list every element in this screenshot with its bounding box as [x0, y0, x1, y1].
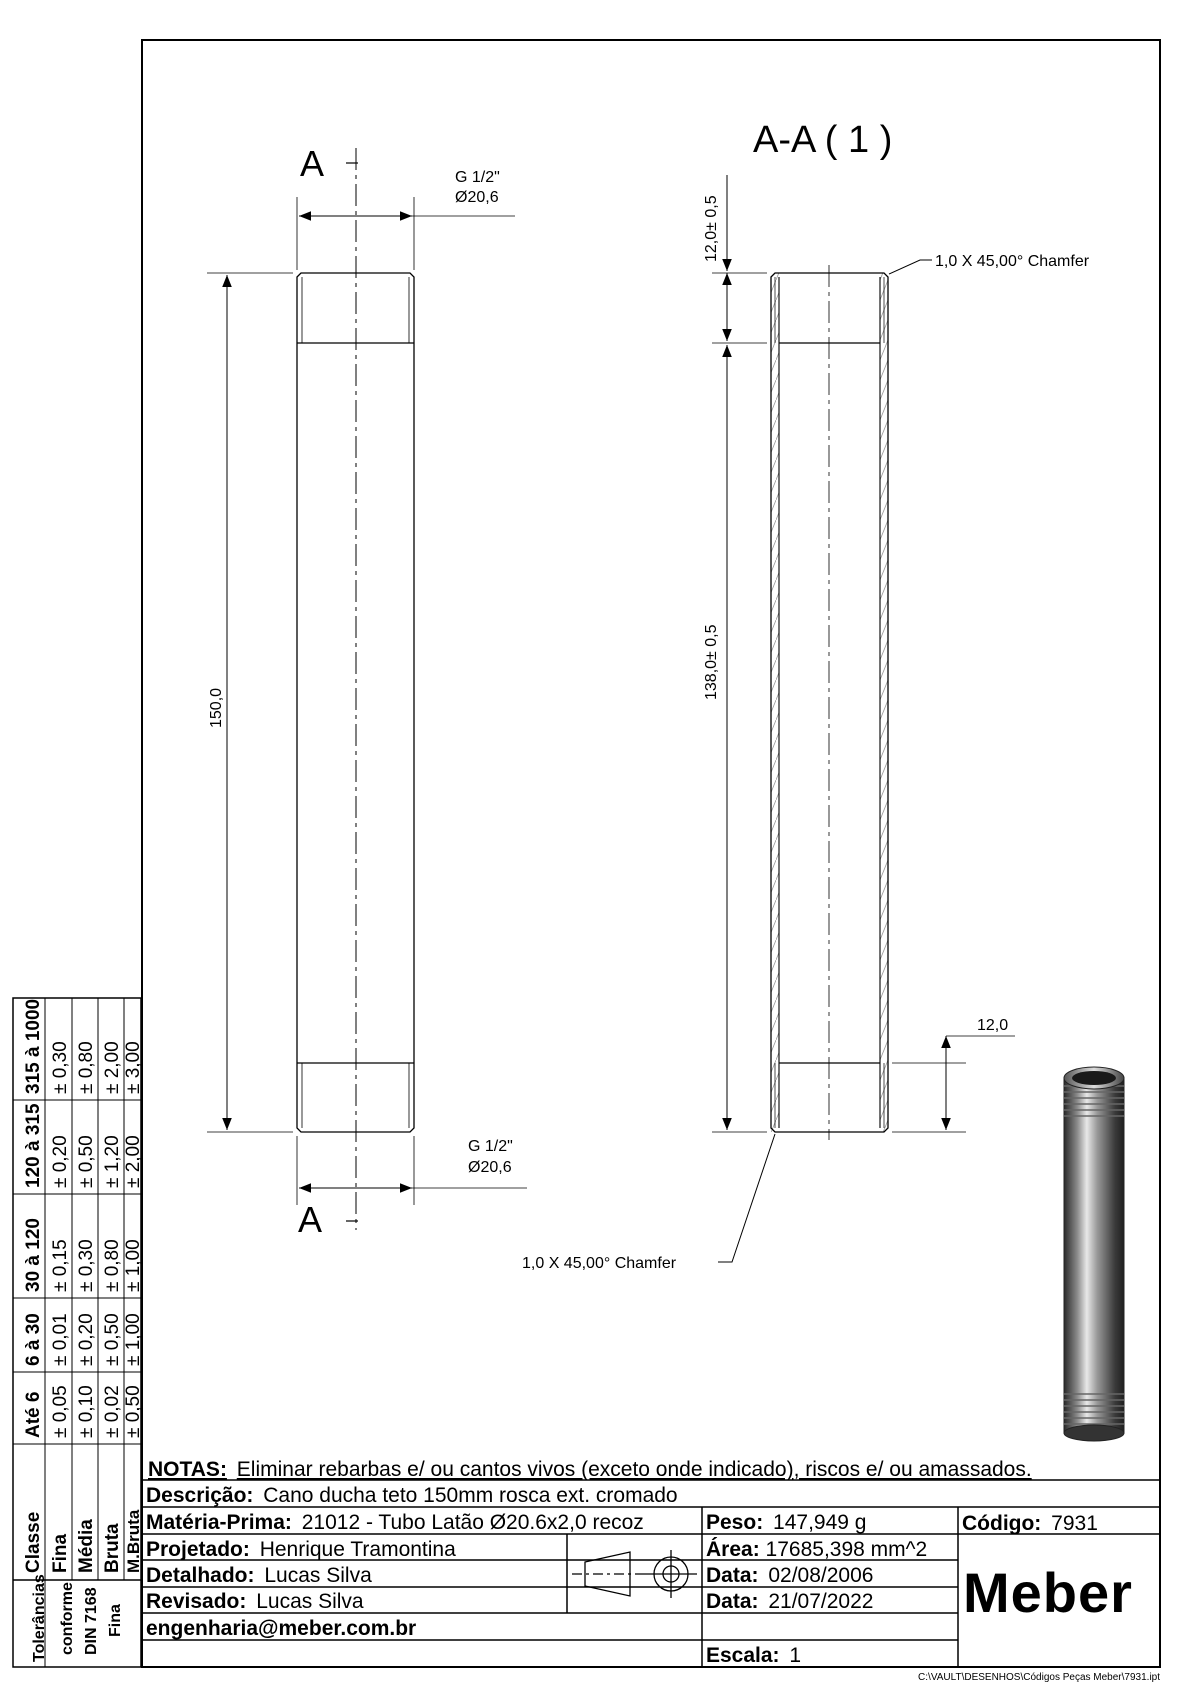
- scale-value: 1: [789, 1644, 802, 1667]
- svg-text:Projetado: Henrique Tram: [146, 1538, 456, 1561]
- top-thread-length-label: 12,0± 0,5: [703, 195, 720, 262]
- bottom-thread-length-label: 12,0: [977, 1017, 1009, 1034]
- thread-label-top: G 1/2": [455, 169, 500, 186]
- section-view: [522, 119, 1090, 1272]
- section-marker-bottom: A: [298, 1199, 323, 1240]
- range-label-4: 315 à 1000: [23, 998, 44, 1094]
- tolerance-caption-3: DIN 7168: [83, 1587, 100, 1655]
- svg-text:Código: 7931: [962, 1512, 1098, 1535]
- tolerance-caption-1: Tolerâncias: [31, 1574, 48, 1662]
- code-value: 7931: [1051, 1512, 1098, 1535]
- notes-text: Eliminar rebarbas e/ ou cantos vivos (exceto onde indicado), riscos e/ ou amassados.: [236, 1458, 1032, 1481]
- range-label-0: Até 6: [23, 1391, 44, 1438]
- tol-value: ± 2,00: [102, 1041, 123, 1094]
- date1-label: Data:: [706, 1564, 759, 1587]
- range-label-3: 120 à 315: [23, 1103, 44, 1188]
- class-header: Classe: [23, 1511, 44, 1573]
- scale-label: Escala:: [706, 1644, 780, 1667]
- detailed-value: Lucas Silva: [264, 1564, 372, 1587]
- svg-text:Revisado: Lucas Silva: [146, 1590, 364, 1613]
- diameter-label-bottom: Ø20,6: [468, 1159, 512, 1176]
- area-label: Área:: [706, 1538, 760, 1561]
- svg-text:Detalhado: Lucas Silva: [146, 1564, 372, 1587]
- area-value: 17685,398 mm^2: [765, 1538, 928, 1561]
- class-bruta: Bruta: [102, 1523, 123, 1573]
- overall-length-label: 150,0: [208, 687, 225, 728]
- material-label: Matéria-Prima:: [146, 1511, 292, 1534]
- tolerance-caption-2: conforme: [59, 1582, 76, 1655]
- meber-logo: Meber: [963, 1561, 1133, 1624]
- notes-label: NOTAS:: [148, 1458, 227, 1481]
- detailed-label: Detalhado:: [146, 1564, 255, 1587]
- date2-label: Data:: [706, 1590, 759, 1613]
- section-title: A-A ( 1 ): [753, 119, 893, 161]
- description-value: Cano ducha teto 150mm rosca ext. cromado: [263, 1484, 678, 1507]
- chamfer-label-top: 1,0 X 45,00° Chamfer: [935, 253, 1090, 270]
- svg-text:Data: 02/08/2006: [706, 1564, 873, 1587]
- description-label: Descrição:: [146, 1484, 254, 1507]
- tol-value: ± 3,00: [123, 1041, 144, 1094]
- svg-text:Matéria-Prima: 21012 - T: [146, 1511, 644, 1534]
- range-label-1: 6 à 30: [23, 1313, 44, 1366]
- exterior-view: [207, 143, 527, 1240]
- tol-value: ± 0,80: [76, 1041, 97, 1094]
- tol-value: ± 0,80: [102, 1239, 123, 1292]
- date2-value: 21/07/2022: [768, 1590, 874, 1613]
- svg-text:Descrição: Cano ducha te: [146, 1484, 678, 1507]
- email: engenharia@meber.com.br: [146, 1617, 417, 1640]
- body-length-label: 138,0± 0,5: [703, 624, 720, 700]
- date1-value: 02/08/2006: [768, 1564, 874, 1587]
- section-marker-top: A: [300, 143, 325, 184]
- svg-text:Área: 17685,398 mm^2: [706, 1538, 927, 1561]
- 3d-preview: [1064, 1067, 1124, 1441]
- tol-value: ± 0,05: [50, 1385, 71, 1438]
- tolerance-table: [13, 998, 144, 1667]
- tol-value: ± 1,00: [123, 1239, 144, 1292]
- diameter-label-top: Ø20,6: [455, 189, 499, 206]
- tol-value: ± 0,10: [76, 1385, 97, 1438]
- tol-value: ± 0,50: [123, 1385, 144, 1438]
- reviewed-label: Revisado:: [146, 1590, 247, 1613]
- svg-text:Peso: 147,949 g: [706, 1511, 866, 1534]
- designed-value: Henrique Tramontina: [259, 1538, 456, 1561]
- tolerance-caption-4: Fina: [107, 1604, 124, 1637]
- tol-value: ± 0,50: [76, 1135, 97, 1188]
- weight-value: 147,949 g: [773, 1511, 867, 1534]
- code-label: Código:: [962, 1512, 1042, 1535]
- tol-value: ± 2,00: [123, 1135, 144, 1188]
- tol-value: ± 0,50: [102, 1313, 123, 1366]
- svg-text:Data: 21/07/2022: [706, 1590, 873, 1613]
- chamfer-label-bottom: 1,0 X 45,00° Chamfer: [522, 1255, 677, 1272]
- class-mbruta: M.Bruta: [124, 1509, 143, 1573]
- weight-label: Peso:: [706, 1511, 764, 1534]
- svg-text:Escala: 1: [706, 1644, 801, 1667]
- designed-label: Projetado:: [146, 1538, 250, 1561]
- tol-value: ± 0,20: [76, 1313, 97, 1366]
- title-block: [142, 1458, 1160, 1683]
- thread-label-bottom: G 1/2": [468, 1138, 513, 1155]
- projection-symbol-icon: [572, 1550, 697, 1598]
- sheet-border: [142, 40, 1160, 1667]
- tol-value: ± 0,15: [50, 1239, 71, 1292]
- material-value: 21012 - Tubo Latão Ø20.6x2,0 recoz: [301, 1511, 644, 1534]
- tol-value: ± 1,20: [102, 1135, 123, 1188]
- tol-value: ± 0,02: [102, 1385, 123, 1438]
- tol-value: ± 0,20: [50, 1135, 71, 1188]
- reviewed-value: Lucas Silva: [256, 1590, 364, 1613]
- class-media: Média: [76, 1519, 97, 1573]
- tol-value: ± 0,30: [50, 1041, 71, 1094]
- class-fina: Fina: [50, 1533, 71, 1573]
- tol-value: ± 0,30: [76, 1239, 97, 1292]
- notes-line: [148, 1458, 1032, 1481]
- file-path: C:\VAULT\DESENHOS\Códigos Peças Meber\7931.ipt: [918, 1672, 1160, 1683]
- tol-value: ± 0,01: [50, 1313, 71, 1366]
- tol-value: ± 1,00: [123, 1313, 144, 1366]
- range-label-2: 30 à 120: [23, 1218, 44, 1292]
